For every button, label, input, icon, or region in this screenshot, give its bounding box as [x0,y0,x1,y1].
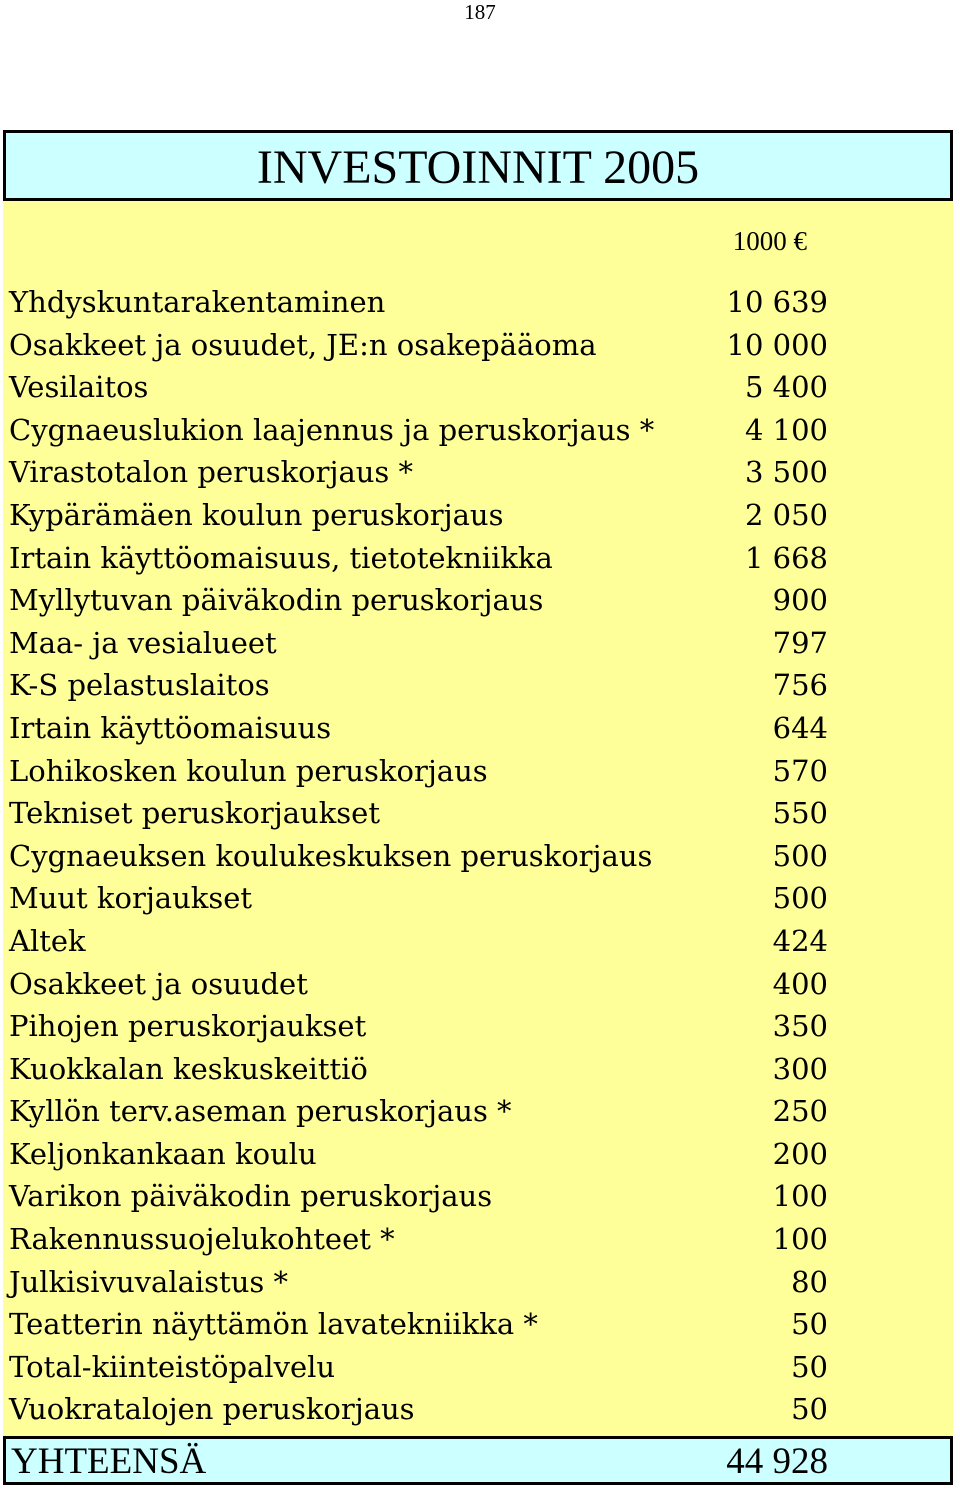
row-label: Irtain käyttöomaisuus, tietotekniikka [9,540,553,575]
table-row [3,1389,953,1432]
table-row [3,878,953,921]
row-label: Irtain käyttöomaisuus [9,710,332,745]
row-label: Myllytuvan päiväkodin peruskorjaus [9,583,544,618]
row-label: Maa- ja vesialueet [9,625,277,660]
total-row [3,1436,953,1485]
table-row [3,1262,953,1305]
row-value: 50 [791,1349,828,1384]
table-row [3,325,953,368]
row-value: 2 050 [744,497,828,532]
table-row [3,1134,953,1177]
table-row [3,495,953,538]
table-row [3,623,953,666]
row-label: Kypärämäen koulun peruskorjaus [9,497,504,532]
row-value: 200 [772,1136,828,1171]
row-label: Kuokkalan keskuskeittiö [9,1051,368,1086]
row-value: 424 [772,923,828,958]
row-value: 550 [772,796,828,831]
row-label: Cygnaeuslukion laajennus ja peruskorjaus * [9,412,655,447]
row-label: Yhdyskuntarakentaminen [9,285,386,319]
row-label: Teatterin näyttämön lavatekniikka * [9,1307,538,1342]
row-value: 50 [791,1307,828,1342]
row-label: Total-kiinteistöpalvelu [9,1349,336,1384]
row-value: 644 [772,710,828,745]
row-value: 900 [772,583,828,618]
row-value: 1 668 [744,540,828,575]
row-value: 100 [772,1179,828,1214]
table-row [3,1176,953,1219]
table-row [3,580,953,623]
table-row [3,410,953,453]
table-row [3,1304,953,1347]
row-value: 10 639 [726,285,828,319]
table-row [3,964,953,1007]
row-label: Varikon päiväkodin peruskorjaus [9,1179,493,1214]
table-row [3,1347,953,1390]
investment-table [3,130,953,1485]
row-value: 756 [772,668,828,703]
table-row [3,708,953,751]
row-value: 4 100 [744,412,828,447]
row-value: 10 000 [726,327,828,362]
row-value: 400 [772,966,828,1001]
table-row [3,1091,953,1134]
row-value: 300 [772,1051,828,1086]
row-label: Muut korjaukset [9,881,253,916]
row-label: Vesilaitos [9,370,149,405]
row-value: 500 [772,838,828,873]
row-label: Virastotalon peruskorjaus * [9,455,414,490]
row-label: Lohikosken koulun peruskorjaus [9,753,488,788]
row-value: 80 [791,1264,828,1299]
row-label: Kyllön terv.aseman peruskorjaus * [9,1094,512,1129]
unit-label: 1000 € [732,226,807,256]
table-row [3,538,953,581]
row-label: Tekniset peruskorjaukset [9,796,380,831]
table-row [3,793,953,836]
table-row [3,665,953,708]
row-label: Vuokratalojen peruskorjaus [9,1392,415,1427]
row-label: Osakkeet ja osuudet, JE:n osakepääoma [9,327,597,362]
row-label: Osakkeet ja osuudet [9,966,308,1001]
table-row [3,921,953,964]
row-value: 100 [772,1222,828,1257]
row-value: 50 [791,1392,828,1427]
page-title: INVESTOINNIT 2005 [256,141,700,194]
page-number: 187 [464,0,496,24]
row-label: K-S pelastuslaitos [9,668,270,703]
row-label: Altek [9,923,86,958]
table-row [3,367,953,410]
title-bar [3,130,953,201]
table-row [3,1219,953,1262]
total-label: YHTEENSÄ [11,1441,207,1482]
row-label: Julkisivuvalaistus * [9,1264,288,1299]
row-value: 250 [772,1094,828,1129]
table-row [3,1049,953,1092]
table-row [3,836,953,879]
table-row [3,452,953,495]
row-label: Cygnaeuksen koulukeskuksen peruskorjaus [9,838,653,873]
row-value: 500 [772,881,828,916]
table-row [3,751,953,794]
row-value: 797 [772,625,828,660]
row-label: Pihojen peruskorjaukset [9,1009,367,1044]
row-label: Keljonkankaan koulu [9,1136,317,1171]
table-rows [3,282,953,1432]
row-value: 350 [772,1009,828,1044]
row-value: 570 [772,753,828,788]
table-row [3,282,953,325]
row-label: Rakennussuojelukohteet * [9,1222,395,1257]
table-row [3,1006,953,1049]
total-value: 44 928 [726,1441,828,1482]
row-value: 3 500 [744,455,828,490]
row-value: 5 400 [744,370,828,405]
